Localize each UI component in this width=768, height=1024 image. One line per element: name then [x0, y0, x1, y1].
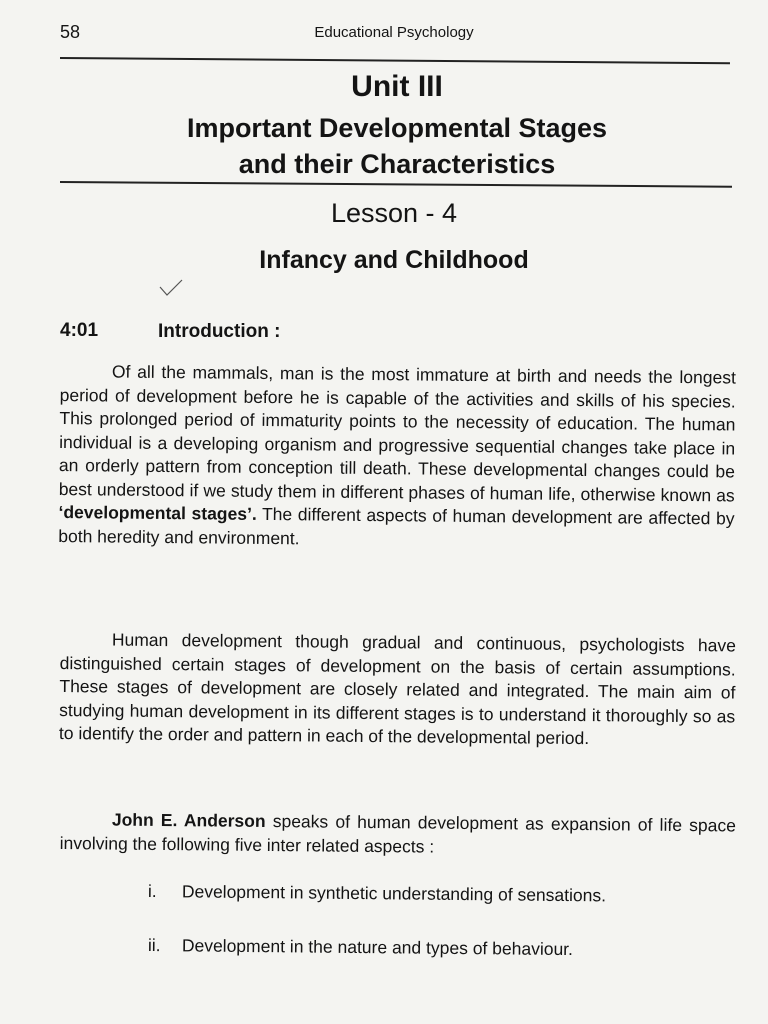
- list-marker: i.: [147, 880, 157, 902]
- unit-title: [0, 110, 768, 182]
- list-item-text: Development in the nature and types of behaviour.: [181, 935, 574, 960]
- list-item-text: Development in synthetic understanding of sensations.: [181, 881, 607, 906]
- list-item: [148, 934, 736, 962]
- paragraph-2-text: Human development though gradual and continuous, psychologists have distinguished certain stages of development on the basis of certain assumptions. These stages of development are closely related and integrated. The main aim of studying human development in its different stages is to understand it thoroughly so as to identify the order and pattern in each of the developmental period.: [58, 629, 736, 749]
- page-number: 58: [60, 22, 81, 42]
- unit-title-line-2: and their Characteristics: [238, 149, 556, 179]
- paragraph-2: [59, 628, 736, 752]
- paragraph-3: [60, 808, 736, 861]
- paragraph-1-text-a: Of all the mammals, man is the most immature at birth and needs the longest period of development before he is capable of the activities and skills of his species. This prolonged period of immaturity points to the necessity of education. The human individual is a developing organism and progressive sequential changes take place in an orderly pattern from conception till death. These developmental changes could be best understood if we study them in different phases of human life, otherwise known as: [58, 361, 736, 505]
- running-head: Educational Psychology: [314, 24, 474, 41]
- unit-label: Unit III: [351, 70, 443, 103]
- paragraph-3-text: speaks of human development as expansion of life space involving the following five inter related aspects :: [59, 810, 736, 857]
- lesson-title: Infancy and Childhood: [259, 246, 529, 274]
- section-heading: Introduction :: [158, 321, 281, 342]
- paragraph-1-text-b: The different aspects of human development are affected by both heredity and environment.: [58, 503, 735, 548]
- top-rule: [60, 57, 730, 64]
- list-item: [148, 880, 736, 908]
- pencil-tick-mark-icon: [158, 278, 184, 298]
- list-marker: ii.: [147, 934, 161, 956]
- unit-title-line-1: Important Developmental Stages: [186, 113, 608, 143]
- lesson-label: Lesson - 4: [330, 198, 458, 228]
- bottom-rule: [60, 181, 732, 188]
- author-name: John E. Anderson: [111, 809, 266, 831]
- paragraph-1: [58, 360, 736, 554]
- section-number: 4:01: [60, 320, 99, 341]
- developmental-stages-term: ‘developmental stages’.: [58, 501, 257, 524]
